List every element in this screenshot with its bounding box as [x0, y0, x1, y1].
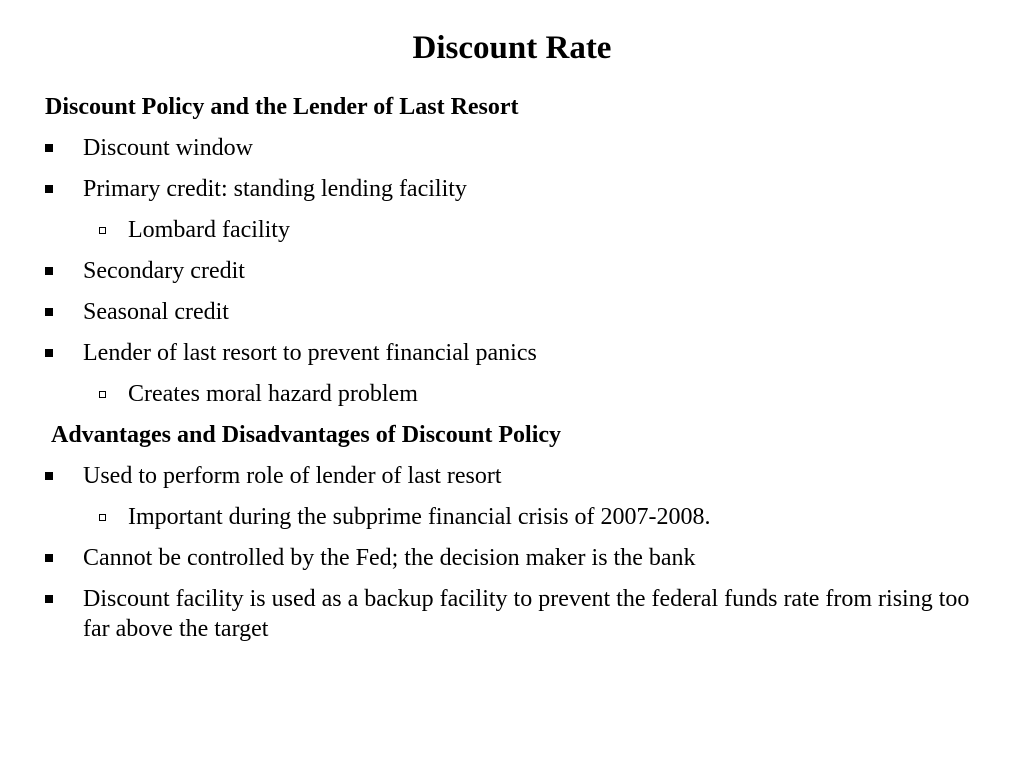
list-item-text: Secondary credit	[83, 258, 245, 284]
section-heading-discount-policy: Discount Policy and the Lender of Last Resort	[45, 94, 519, 120]
sub-list-item	[83, 379, 985, 409]
hollow-square-bullet-icon	[99, 227, 106, 234]
sub-list	[83, 215, 985, 245]
list-item	[45, 338, 985, 409]
list-item-text: Discount window	[83, 135, 253, 161]
sub-list-item	[83, 215, 985, 245]
discount-policy-list	[45, 133, 985, 409]
list-item	[45, 297, 985, 327]
slide-title: Discount Rate	[412, 30, 612, 66]
sub-list-item-text: Lombard facility	[128, 217, 290, 243]
advantages-disadvantages-list	[45, 461, 985, 644]
list-item-text: Lender of last resort to prevent financial panics	[83, 340, 537, 366]
sub-list	[83, 379, 985, 409]
sub-list-item	[83, 502, 985, 532]
hollow-square-bullet-icon	[99, 391, 106, 398]
section-heading-advantages-disadvantages: Advantages and Disadvantages of Discount Policy	[51, 422, 562, 448]
square-bullet-icon	[45, 472, 53, 480]
list-item-text: Cannot be controlled by the Fed; the decision maker is the bank	[83, 545, 696, 571]
square-bullet-icon	[45, 554, 53, 562]
square-bullet-icon	[45, 308, 53, 316]
list-item	[45, 256, 985, 286]
list-item	[45, 543, 985, 573]
slide-content	[45, 92, 985, 655]
list-item	[45, 584, 985, 644]
square-bullet-icon	[45, 144, 53, 152]
square-bullet-icon	[45, 595, 53, 603]
list-item-text: Used to perform role of lender of last resort	[83, 463, 502, 489]
list-item-text: Primary credit: standing lending facility	[83, 176, 467, 202]
square-bullet-icon	[45, 185, 53, 193]
list-item-text: Discount facility is used as a backup facility to prevent the federal funds rate from rising too far above the target	[83, 586, 970, 642]
hollow-square-bullet-icon	[99, 514, 106, 521]
list-item	[45, 174, 985, 245]
list-item	[45, 461, 985, 532]
sub-list	[83, 502, 985, 532]
sub-list-item-text: Creates moral hazard problem	[128, 381, 418, 407]
list-item-text: Seasonal credit	[83, 299, 229, 325]
sub-list-item-text: Important during the subprime financial crisis of 2007-2008.	[128, 504, 711, 530]
list-item	[45, 133, 985, 163]
square-bullet-icon	[45, 267, 53, 275]
square-bullet-icon	[45, 349, 53, 357]
